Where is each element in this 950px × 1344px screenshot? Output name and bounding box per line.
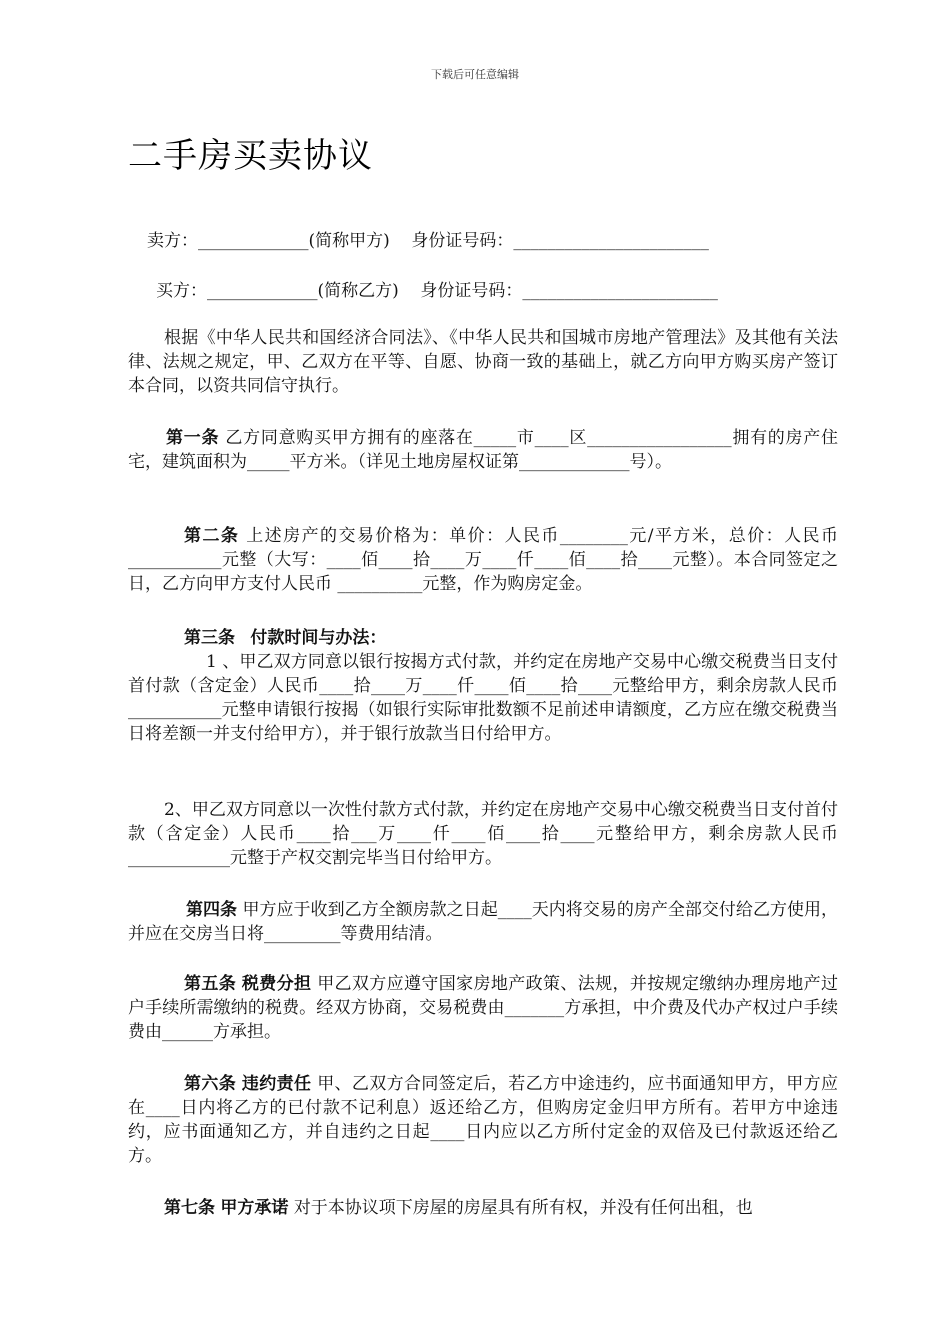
article-6-heading: 第六条 bbox=[184, 1074, 237, 1094]
article-1 bbox=[128, 426, 838, 474]
article-7 bbox=[128, 1196, 838, 1220]
article-3-heading-line bbox=[128, 626, 838, 650]
article-3-heading: 第三条 bbox=[184, 628, 235, 648]
page-header: 下载后可任意编辑 bbox=[431, 68, 519, 81]
article-7-heading: 第七条 bbox=[164, 1198, 215, 1218]
article-5-heading: 第五条 bbox=[184, 974, 237, 994]
article-2 bbox=[128, 524, 838, 596]
article-6-body: 甲、乙双方合同签定后，若乙方中途违约，应书面通知甲方，甲方应在____日内将乙方的已付款不记利息）返还给乙方，但购房定金归甲方所有。若甲方中途违约，应书面通知乙方，并自违约之日起____日内应以乙方所付定金的双倍及已付款返还给乙方。 bbox=[128, 1074, 839, 1166]
article-7-title: 甲方承诺 bbox=[220, 1198, 289, 1218]
article-2-heading: 第二条 bbox=[184, 526, 240, 546]
article-3-item-1: 1 、甲乙双方同意以银行按揭方式付款，并约定在房地产交易中心缴交税费当日支付首付款（含定金）人民币____拾____万____仟____佰____拾____元整给甲方，剩余房款人民币___________元整申请银行按揭（如银行实际审批数额不足前述申请额度，乙方应在缴交税费当日将差额一并支付给甲方），并于银行放款当日付给甲方。 bbox=[128, 652, 838, 744]
article-4 bbox=[128, 898, 838, 946]
seller-line: 卖方：_____________(简称甲方) 身份证号码：_______________________ bbox=[147, 231, 709, 251]
article-4-body: 甲方应于收到乙方全额房款之日起____天内将交易的房产全部交付给乙方使用，并应在交房当日将_________等费用结清。 bbox=[128, 900, 839, 944]
article-6-title: 违约责任 bbox=[241, 1074, 312, 1094]
article-2-body: 上述房产的交易价格为：单价：人民币________元/平方米，总价：人民币___________元整（大写：____佰____拾____万____仟____佰____拾____元整）。本合同签定之日，乙方向甲方支付人民币 __________元整，作为购房定金。 bbox=[128, 526, 839, 594]
article-6 bbox=[128, 1072, 838, 1168]
article-4-heading: 第四条 bbox=[186, 900, 238, 920]
buyer-line: 买方：_____________(简称乙方) 身份证号码：_______________________ bbox=[156, 281, 718, 301]
article-3-title: 付款时间与办法： bbox=[250, 628, 387, 648]
article-5-body: 甲乙双方应遵守国家房地产政策、法规，并按规定缴纳办理房地产过户手续所需缴纳的税费。经双方协商，交易税费由_______方承担，中介费及代办产权过户手续费由______方承担。 bbox=[128, 974, 839, 1042]
document-title: 二手房买卖协议 bbox=[128, 136, 373, 176]
article-1-heading: 第一条 bbox=[166, 428, 220, 448]
article-7-body: 对于本协议项下房屋的房屋具有所有权，并没有任何出租，也 bbox=[293, 1198, 753, 1218]
article-5 bbox=[128, 972, 838, 1044]
article-1-body: 乙方同意购买甲方拥有的座落在_____市____区_________________拥有的房产住宅，建筑面积为_____平方米。（详见土地房屋权证第_____________号）。 bbox=[128, 428, 839, 472]
article-5-title: 税费分担 bbox=[241, 974, 312, 994]
intro-paragraph: 根据《中华人民共和国经济合同法》、《中华人民共和国城市房地产管理法》及其他有关法律、法规之规定，甲、乙双方在平等、自愿、协商一致的基础上，就乙方向甲方购买房产签订本合同，以资共同信守执行。 bbox=[128, 328, 838, 396]
article-3-item-2: 2、甲乙双方同意以一次性付款方式付款，并约定在房地产交易中心缴交税费当日支付首付款（含定金）人民币____拾___万____仟____佰____拾____元整给甲方，剩余房款人民币____________元整于产权交割完毕当日付给甲方。 bbox=[128, 800, 838, 868]
